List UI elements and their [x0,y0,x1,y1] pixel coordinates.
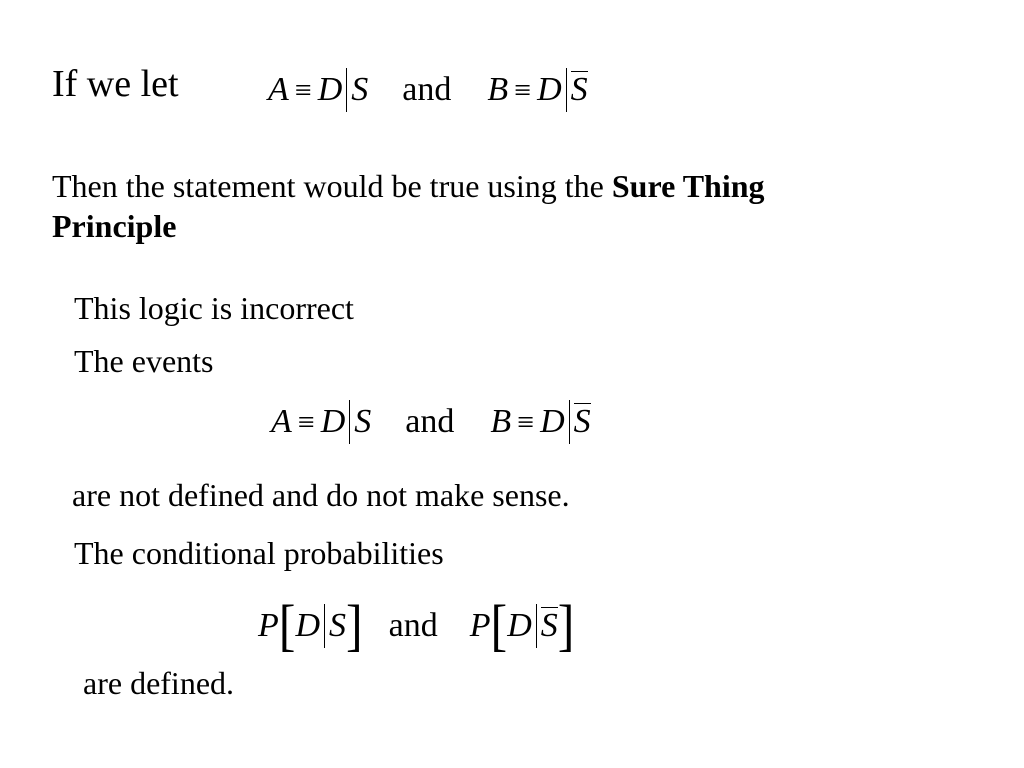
var-d: D [295,607,320,644]
var-p-2: P [469,607,491,644]
equiv-symbol: ≡ [297,406,315,439]
var-a: A [268,71,289,108]
var-b: B [487,71,509,108]
statement-bold-2: Principle [52,208,177,244]
var-s: S [354,403,372,440]
right-bracket-2: ] [557,592,575,658]
given-bar [324,604,325,648]
logic-line-5: are defined. [83,665,235,701]
left-bracket-2: [ [490,592,508,658]
var-d-2: D [507,607,532,644]
var-a: A [271,403,292,440]
logic-line-2: The events [74,343,214,379]
given-bar [346,68,347,112]
statement-prefix: Then the statement would be true using the [52,168,612,204]
given-bar-2 [566,68,567,112]
var-s-complement: S [540,607,558,644]
logic-line-4: The conditional probabilities [74,535,444,571]
var-d: D [320,403,346,440]
logic-line-3: are not defined and do not make sense. [72,477,570,513]
var-d-2: D [537,71,562,108]
left-bracket: [ [278,592,296,658]
statement-text [52,166,972,246]
intro-text: If we let [52,63,179,105]
equiv-symbol-2: ≡ [517,406,535,439]
probability-formula [258,592,575,658]
var-s: S [351,71,369,108]
given-bar-2 [536,604,537,648]
logic-line-1: This logic is incorrect [74,290,354,326]
given-bar-2 [569,400,570,444]
events-formula [271,400,591,444]
var-d-2: D [540,403,565,440]
statement-bold: Sure Thing [611,168,765,204]
given-bar [349,400,350,444]
var-p: P [258,607,279,644]
equiv-symbol: ≡ [294,74,312,107]
var-s-complement: S [570,71,588,108]
var-s-complement: S [573,403,591,440]
definition-formula [268,68,588,112]
var-s: S [329,607,346,644]
and-word: and [402,71,452,108]
and-word: and [388,607,438,644]
and-word: and [405,403,455,440]
var-d: D [317,71,343,108]
equiv-symbol-2: ≡ [514,74,532,107]
var-b: B [490,403,512,440]
right-bracket: ] [346,592,363,658]
